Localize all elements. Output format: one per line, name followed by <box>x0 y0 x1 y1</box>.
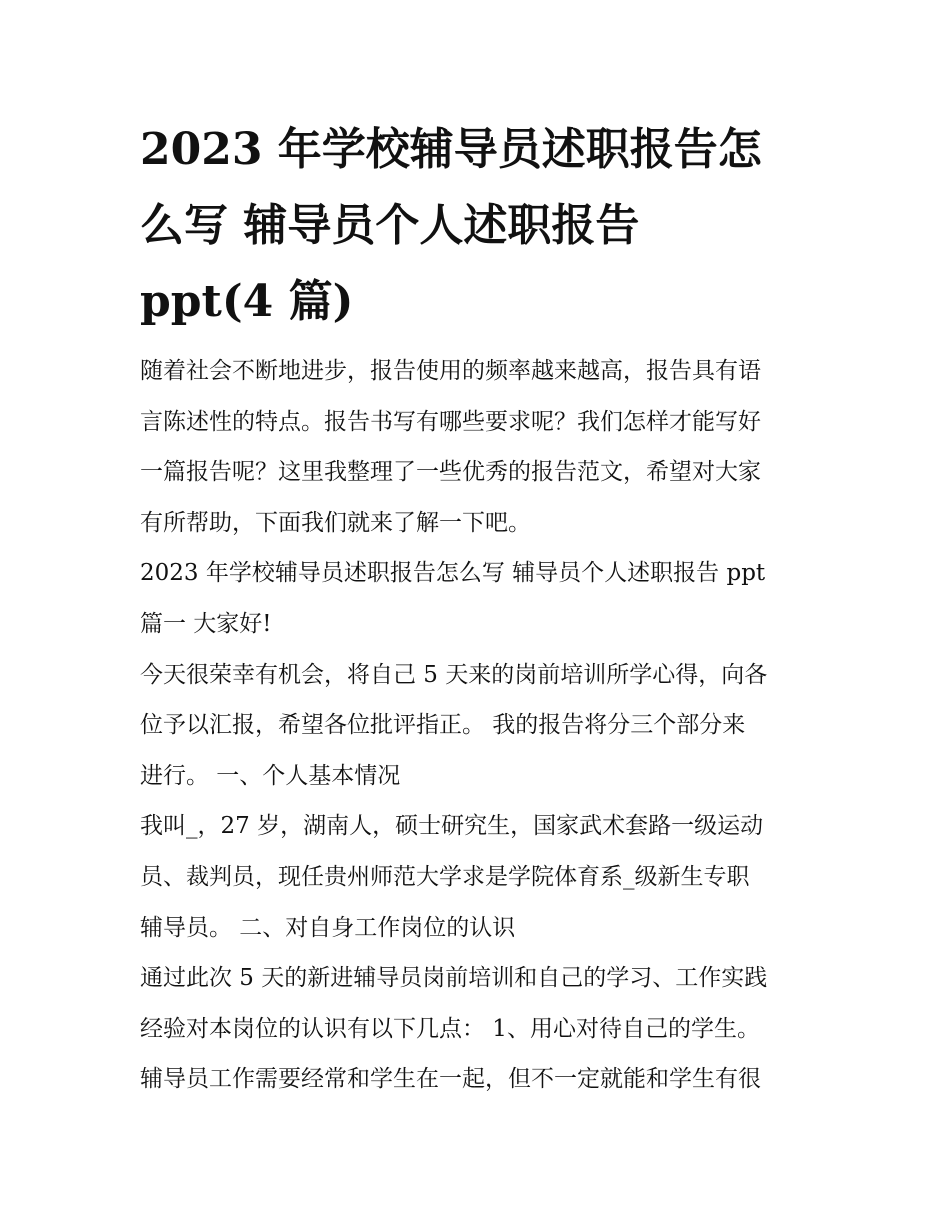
text-line: 今天很荣幸有机会，将自己 5 天来的岗前培训所学心得，向各 <box>140 661 768 688</box>
intro-paragraph <box>140 346 820 548</box>
text-line: 我叫_，27 岁，湖南人，硕士研究生，国家武术套路一级运动 <box>140 813 764 840</box>
text-line: 辅导员工作需要经常和学生在一起，但不一定就能和学生有很 <box>140 1066 761 1093</box>
text-line: 经验对本岗位的认识有以下几点： 1、用心对待自己的学生。 <box>140 1015 760 1042</box>
document-content <box>140 112 820 1105</box>
text-line: 进行。 一、个人基本情况 <box>140 762 401 789</box>
text-line: 有所帮助，下面我们就来了解一下吧。 <box>140 509 531 536</box>
text-line: 一篇报告呢？这里我整理了一些优秀的报告范文，希望对大家 <box>140 459 761 486</box>
text-line: 言陈述性的特点。报告书写有哪些要求呢？我们怎样才能写好 <box>140 408 761 435</box>
text-line: 随着社会不断地进步，报告使用的频率越来越高，报告具有语 <box>140 358 761 384</box>
document-title <box>140 112 820 340</box>
document-body <box>140 346 820 1105</box>
text-line: 2023 年学校辅导员述职报告怎么写 辅导员个人述职报告 ppt <box>140 560 766 587</box>
body-paragraph <box>140 650 820 802</box>
text-line: 通过此次 5 天的新进辅导员岗前培训和自己的学习、工作实践 <box>140 965 768 992</box>
text-line: 篇一 大家好! <box>140 610 272 637</box>
title-line: 2023 年学校辅导员述职报告怎 <box>140 124 762 175</box>
title-line: ppt(4 篇) <box>140 276 354 327</box>
text-line: 员、裁判员，现任贵州师范大学求是学院体育系_级新生专职 <box>140 863 750 890</box>
text-line: 位予以汇报，希望各位批评指正。 我的报告将分三个部分来 <box>140 712 746 739</box>
text-line: 辅导员。 二、对自身工作岗位的认识 <box>140 914 516 941</box>
body-paragraph <box>140 801 820 953</box>
title-line: 么写 辅导员个人述职报告 <box>140 200 640 251</box>
section-heading-paragraph <box>140 548 820 649</box>
body-paragraph <box>140 953 820 1105</box>
